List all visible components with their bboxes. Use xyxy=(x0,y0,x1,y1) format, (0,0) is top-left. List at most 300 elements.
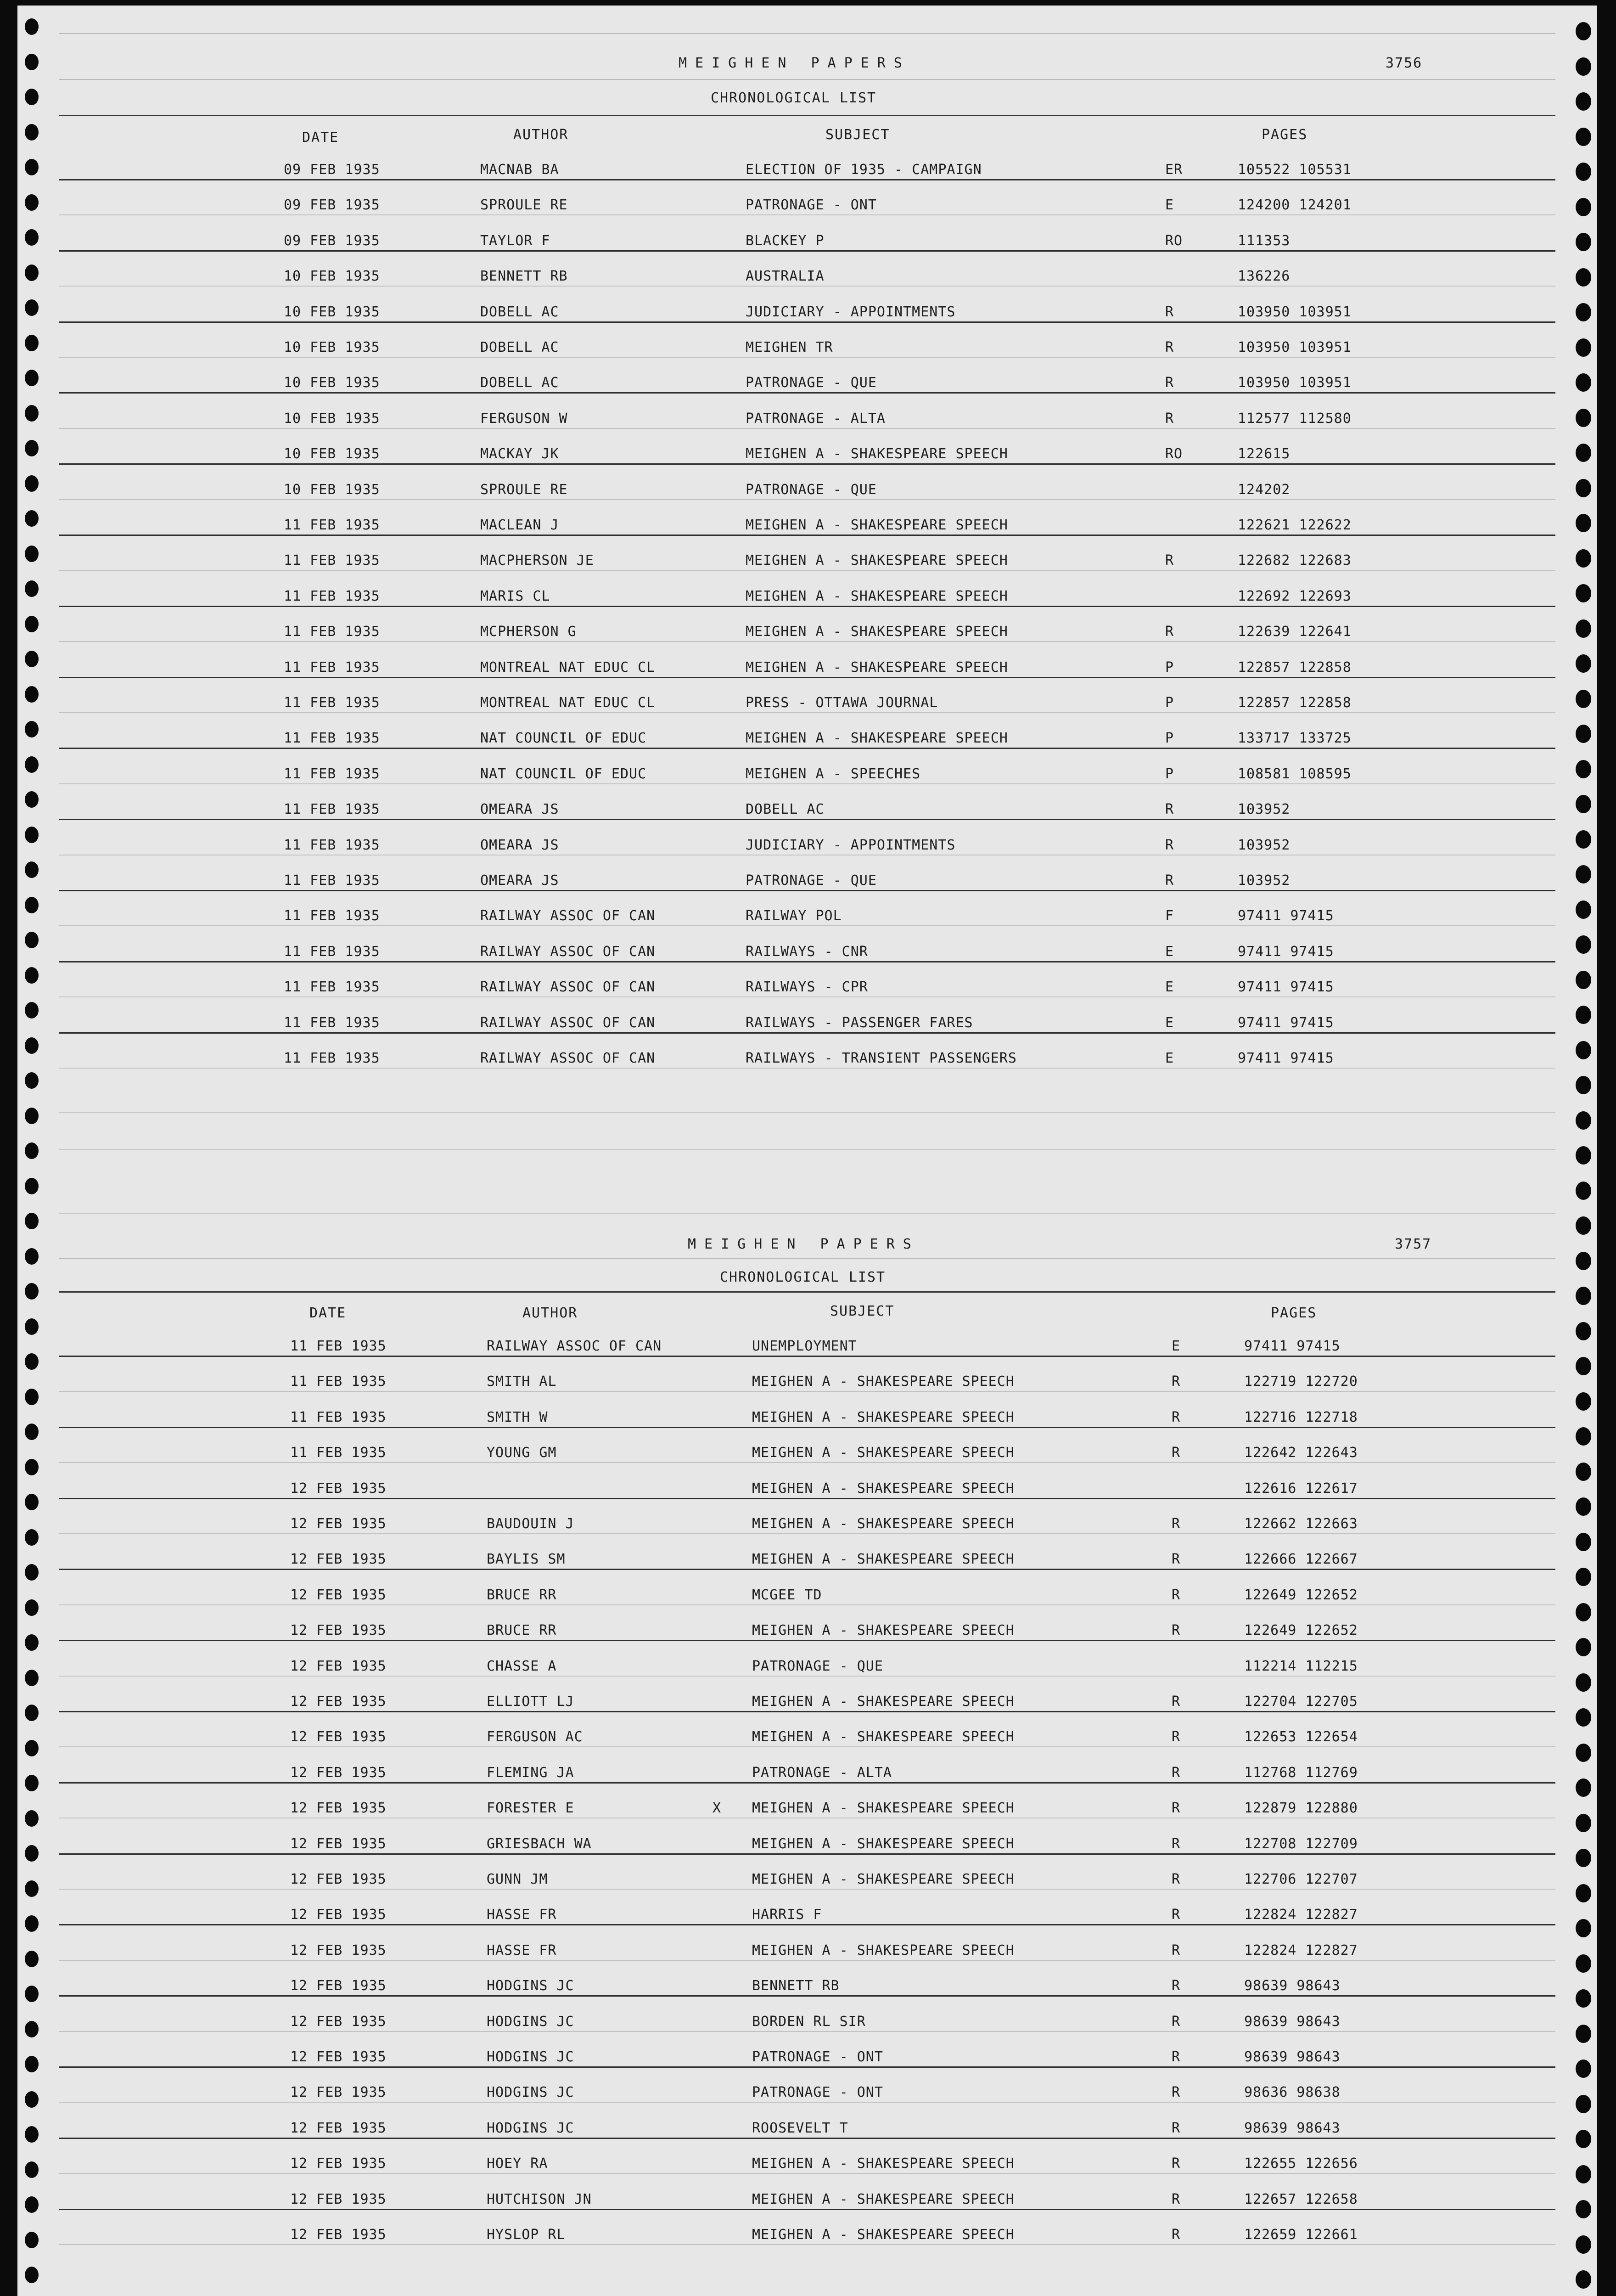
feed-hole xyxy=(25,1318,39,1335)
author-cell: RAILWAY ASSOC OF CAN xyxy=(480,943,656,960)
feed-hole xyxy=(25,1002,39,1019)
row-rule xyxy=(59,1462,1555,1463)
author-cell: MACKAY JK xyxy=(480,446,559,462)
author-cell: HASSE FR xyxy=(487,1907,557,1923)
feed-hole xyxy=(25,475,39,492)
code-cell: R xyxy=(1172,1764,1181,1781)
feed-hole xyxy=(1576,92,1591,111)
feed-hole xyxy=(25,1178,39,1194)
pages-cell: 97411 97415 xyxy=(1238,943,1334,960)
subject-cell: MEIGHEN A - SHAKESPEARE SPEECH xyxy=(752,1694,1015,1710)
table-row xyxy=(59,969,1574,1004)
pages-cell: 103950 103951 xyxy=(1238,339,1352,355)
author-cell: HASSE FR xyxy=(487,1942,557,1958)
column-header-subject: SUBJECT xyxy=(825,127,890,143)
date-cell: 09 FEB 1935 xyxy=(284,232,380,249)
table-row xyxy=(59,1719,1574,1754)
date-cell: 11 FEB 1935 xyxy=(284,588,380,604)
author-cell: MONTREAL NAT EDUC CL xyxy=(480,659,656,675)
date-cell: 11 FEB 1935 xyxy=(284,1014,380,1031)
feed-hole xyxy=(25,1459,39,1475)
feed-hole xyxy=(1576,338,1591,357)
feed-hole xyxy=(25,18,39,35)
author-cell: BRUCE RR xyxy=(487,1622,557,1639)
feed-hole xyxy=(25,967,39,984)
author-cell: HODGINS JC xyxy=(487,2049,574,2065)
date-cell: 12 FEB 1935 xyxy=(290,1587,387,1603)
feed-hole xyxy=(25,861,39,878)
author-cell: HODGINS JC xyxy=(487,1978,574,1994)
date-cell: 12 FEB 1935 xyxy=(290,1551,387,1568)
feed-hole xyxy=(25,1213,39,1229)
subject-cell: MEIGHEN A - SHAKESPEARE SPEECH xyxy=(752,2191,1015,2207)
feed-hole xyxy=(25,1880,39,1897)
blank-rule xyxy=(59,1149,1555,1150)
feed-hole xyxy=(25,1248,39,1265)
feed-hole xyxy=(1576,900,1591,919)
author-cell: RAILWAY ASSOC OF CAN xyxy=(480,908,656,924)
author-cell: MACLEAN J xyxy=(480,517,559,533)
feed-hole xyxy=(25,370,39,386)
code-cell: R xyxy=(1165,552,1174,569)
row-rule xyxy=(59,535,1555,536)
pages-cell: 97411 97415 xyxy=(1238,979,1334,996)
table-row xyxy=(59,1612,1574,1648)
subject-cell: PATRONAGE - ALTA xyxy=(752,1764,892,1781)
subject-cell: JUDICIARY - APPOINTMENTS xyxy=(746,837,956,853)
row-rule xyxy=(59,179,1555,180)
date-cell: 11 FEB 1935 xyxy=(284,695,380,711)
code-cell: R xyxy=(1172,1835,1181,1852)
table-row xyxy=(59,1896,1574,1932)
author-cell: CHASSE A xyxy=(487,1658,557,1674)
feed-hole xyxy=(25,1670,39,1686)
row-rule xyxy=(59,748,1555,749)
date-cell: 12 FEB 1935 xyxy=(290,1764,387,1781)
code-cell: R xyxy=(1172,1516,1181,1532)
feed-hole xyxy=(1576,971,1591,989)
date-cell: 12 FEB 1935 xyxy=(290,1835,387,1852)
date-cell: 12 FEB 1935 xyxy=(290,2227,387,2243)
pages-cell: 122642 122643 xyxy=(1244,1445,1358,1461)
pages-cell: 103952 xyxy=(1238,837,1291,853)
margin-mark: X xyxy=(713,1800,722,1817)
author-cell: BAUDOUIN J xyxy=(487,1516,574,1532)
feed-hole xyxy=(25,721,39,737)
subject-cell: RAILWAYS - CNR xyxy=(746,943,868,960)
pages-cell: 122708 122709 xyxy=(1244,1835,1358,1852)
feed-hole xyxy=(25,686,39,703)
table-row xyxy=(59,223,1574,258)
date-cell: 11 FEB 1935 xyxy=(290,1445,387,1461)
date-cell: 11 FEB 1935 xyxy=(284,908,380,924)
feed-hole xyxy=(25,89,39,105)
feed-hole xyxy=(1576,1006,1591,1024)
pages-cell: 122621 122622 xyxy=(1238,517,1352,533)
code-cell: E xyxy=(1165,979,1174,996)
row-rule xyxy=(59,1676,1555,1677)
row-rule xyxy=(59,1604,1555,1605)
table-row xyxy=(59,1648,1574,1683)
pages-cell: 108581 108595 xyxy=(1238,765,1352,782)
feed-hole xyxy=(1576,1778,1591,1797)
date-cell: 10 FEB 1935 xyxy=(284,375,380,391)
date-cell: 12 FEB 1935 xyxy=(290,1694,387,1710)
table-row xyxy=(59,2181,1574,2217)
pages-cell: 97411 97415 xyxy=(1244,1338,1341,1354)
author-cell: BENNETT RB xyxy=(480,268,568,285)
feed-hole xyxy=(1576,2095,1591,2113)
row-rule xyxy=(59,286,1555,287)
code-cell: R xyxy=(1165,872,1174,889)
date-cell: 12 FEB 1935 xyxy=(290,1622,387,1639)
pages-cell: 122857 122858 xyxy=(1238,695,1352,711)
feed-hole xyxy=(1576,1463,1591,1481)
feed-hole xyxy=(25,1283,39,1300)
row-rule xyxy=(59,1068,1555,1069)
code-cell: R xyxy=(1165,339,1174,355)
feed-hole xyxy=(1576,1252,1591,1270)
row-rule xyxy=(59,463,1555,465)
subject-cell: MEIGHEN A - SHAKESPEARE SPEECH xyxy=(752,1800,1015,1817)
feed-hole xyxy=(1576,1673,1591,1692)
author-cell: HODGINS JC xyxy=(487,2013,574,2030)
author-cell: NAT COUNCIL OF EDUC xyxy=(480,765,647,782)
code-cell: R xyxy=(1165,375,1174,391)
author-cell: HOEY RA xyxy=(487,2155,548,2172)
feed-hole xyxy=(25,335,39,351)
pages-cell: 111353 xyxy=(1238,232,1291,249)
feed-hole xyxy=(25,2232,39,2248)
feed-hole xyxy=(1576,935,1591,954)
subject-cell: MEIGHEN A - SHAKESPEARE SPEECH xyxy=(752,1445,1015,1461)
row-rule xyxy=(59,2066,1555,2068)
subject-cell: ROOSEVELT T xyxy=(752,2120,848,2136)
table-row xyxy=(59,720,1574,755)
author-cell: DOBELL AC xyxy=(480,375,559,391)
feed-hole xyxy=(25,827,39,843)
feed-hole xyxy=(25,616,39,632)
feed-hole xyxy=(1576,479,1591,497)
subject-cell: MEIGHEN A - SHAKESPEARE SPEECH xyxy=(752,1409,1015,1425)
feed-hole xyxy=(1576,514,1591,532)
date-cell: 11 FEB 1935 xyxy=(284,801,380,818)
feed-hole xyxy=(1576,2200,1591,2218)
author-cell: GRIESBACH WA xyxy=(487,1835,592,1852)
code-cell: E xyxy=(1165,943,1174,960)
subject-cell: MEIGHEN A - SHAKESPEARE SPEECH xyxy=(752,1729,1015,1745)
date-cell: 12 FEB 1935 xyxy=(290,2155,387,2172)
column-header-author: AUTHOR xyxy=(522,1305,578,1321)
row-rule xyxy=(59,1995,1555,1997)
code-cell: R xyxy=(1172,2120,1181,2136)
feed-hole xyxy=(25,299,39,316)
date-cell: 12 FEB 1935 xyxy=(290,1800,387,1817)
date-cell: 11 FEB 1935 xyxy=(284,624,380,640)
code-cell: R xyxy=(1172,1373,1181,1390)
table-row xyxy=(59,365,1574,400)
row-rule xyxy=(59,1356,1555,1357)
feed-hole xyxy=(25,1564,39,1581)
table-row xyxy=(59,187,1574,222)
page-title: MEIGHEN PAPERS xyxy=(679,55,910,71)
pages-cell: 105522 105531 xyxy=(1238,162,1352,178)
row-rule xyxy=(59,570,1555,571)
pages-cell: 112214 112215 xyxy=(1244,1658,1358,1674)
date-cell: 11 FEB 1935 xyxy=(284,943,380,960)
feed-hole xyxy=(1576,865,1591,884)
table-row xyxy=(59,1755,1574,1790)
list-subtitle: CHRONOLOGICAL LIST xyxy=(711,90,877,106)
pages-cell: 133717 133725 xyxy=(1238,730,1352,747)
pages-cell: 122662 122663 xyxy=(1244,1516,1358,1532)
code-cell: E xyxy=(1172,1338,1181,1354)
code-cell: R xyxy=(1172,1800,1181,1817)
date-cell: 11 FEB 1935 xyxy=(284,659,380,675)
row-rule xyxy=(59,890,1555,891)
feed-hole xyxy=(25,932,39,948)
author-cell: BAYLIS SM xyxy=(487,1551,566,1568)
date-cell: 12 FEB 1935 xyxy=(290,1516,387,1532)
table-row xyxy=(59,898,1574,933)
row-rule xyxy=(59,2209,1555,2210)
row-rule xyxy=(59,712,1555,713)
subject-cell: PATRONAGE - QUE xyxy=(746,872,877,889)
feed-hole xyxy=(1576,2130,1591,2148)
row-rule xyxy=(59,428,1555,429)
feed-hole xyxy=(1576,409,1591,427)
feed-hole xyxy=(1576,1744,1591,1762)
date-cell: 11 FEB 1935 xyxy=(290,1409,387,1425)
feed-hole xyxy=(1576,1884,1591,1902)
subject-cell: PRESS - OTTAWA JOURNAL xyxy=(746,695,938,711)
table-row xyxy=(59,1005,1574,1040)
author-cell: SPROULE RE xyxy=(480,481,568,498)
feed-hole xyxy=(25,1810,39,1827)
pages-cell: 122649 122652 xyxy=(1244,1622,1358,1639)
feed-hole xyxy=(1576,2060,1591,2078)
feed-hole xyxy=(25,2126,39,2143)
subject-cell: MEIGHEN A - SHAKESPEARE SPEECH xyxy=(752,2227,1015,2243)
code-cell: F xyxy=(1165,908,1174,924)
author-cell: ELLIOTT LJ xyxy=(487,1694,574,1710)
feed-hole xyxy=(25,124,39,141)
subject-cell: MEIGHEN TR xyxy=(746,339,833,355)
row-rule xyxy=(59,783,1555,784)
author-cell: OMEARA JS xyxy=(480,872,559,889)
table-row xyxy=(59,1577,1574,1612)
row-rule xyxy=(59,1924,1555,1925)
feed-hole xyxy=(1576,1568,1591,1586)
subject-cell: MEIGHEN A - SHAKESPEARE SPEECH xyxy=(746,552,1008,569)
pages-cell: 122716 122718 xyxy=(1244,1409,1358,1425)
table-row xyxy=(59,578,1574,613)
author-cell: OMEARA JS xyxy=(480,801,559,818)
date-cell: 12 FEB 1935 xyxy=(290,2120,387,2136)
date-cell: 11 FEB 1935 xyxy=(284,837,380,853)
code-cell: R xyxy=(1172,1551,1181,1568)
pages-cell: 122639 122641 xyxy=(1238,624,1352,640)
subject-cell: MEIGHEN A - SHAKESPEARE SPEECH xyxy=(752,2155,1015,2172)
subject-cell: AUSTRALIA xyxy=(746,268,825,285)
title-rule xyxy=(59,79,1555,80)
feed-hole xyxy=(1576,1638,1591,1656)
code-cell: R xyxy=(1172,1445,1181,1461)
code-cell: P xyxy=(1165,659,1174,675)
row-rule xyxy=(59,1427,1555,1428)
row-rule xyxy=(59,1391,1555,1392)
pages-cell: 122655 122656 xyxy=(1244,2155,1358,2172)
feed-hole xyxy=(1576,619,1591,638)
subject-cell: UNEMPLOYMENT xyxy=(752,1338,857,1354)
feed-hole xyxy=(25,1986,39,2002)
table-row xyxy=(59,1932,1574,1968)
author-cell: DOBELL AC xyxy=(480,339,559,355)
author-cell: SPROULE RE xyxy=(480,197,568,214)
code-cell: R xyxy=(1172,1907,1181,1923)
date-cell: 11 FEB 1935 xyxy=(284,730,380,747)
row-rule xyxy=(59,250,1555,252)
pages-cell: 103952 xyxy=(1238,801,1291,818)
feed-hole xyxy=(1576,584,1591,602)
subject-cell: PATRONAGE - ONT xyxy=(752,2084,883,2101)
author-cell: SMITH W xyxy=(487,1409,548,1425)
date-cell: 12 FEB 1935 xyxy=(290,1729,387,1745)
subject-cell: RAILWAYS - PASSENGER FARES xyxy=(746,1014,973,1031)
pages-cell: 122706 122707 xyxy=(1244,1871,1358,1887)
pages-cell: 103950 103951 xyxy=(1238,375,1352,391)
author-cell: BRUCE RR xyxy=(487,1587,557,1603)
date-cell: 09 FEB 1935 xyxy=(284,197,380,214)
table-row xyxy=(59,1826,1574,1861)
subject-cell: MEIGHEN A - SHAKESPEARE SPEECH xyxy=(746,446,1008,462)
feed-hole xyxy=(25,1389,39,1405)
pages-cell: 122692 122693 xyxy=(1238,588,1352,604)
table-row xyxy=(59,1683,1574,1719)
subject-cell: RAILWAY POL xyxy=(746,908,842,924)
feed-hole xyxy=(25,2196,39,2213)
author-cell: HUTCHISON JN xyxy=(487,2191,592,2207)
feed-hole xyxy=(1576,1497,1591,1516)
pages-cell: 112768 112769 xyxy=(1244,1764,1358,1781)
author-cell: MACNAB BA xyxy=(480,162,559,178)
pages-cell: 97411 97415 xyxy=(1238,1050,1334,1066)
page-number: 3756 xyxy=(1386,55,1423,71)
feed-hole xyxy=(25,405,39,422)
feed-hole xyxy=(25,229,39,246)
row-rule xyxy=(59,214,1555,215)
feed-hole xyxy=(1576,233,1591,251)
table-row xyxy=(59,400,1574,436)
date-cell: 12 FEB 1935 xyxy=(290,2013,387,2030)
feed-hole xyxy=(1576,1111,1591,1130)
subject-cell: RAILWAYS - TRANSIENT PASSENGERS xyxy=(746,1050,1017,1066)
blank-rule xyxy=(59,1112,1555,1113)
feed-hole xyxy=(1576,1182,1591,1200)
author-cell: OMEARA JS xyxy=(480,837,559,853)
feed-hole xyxy=(25,1599,39,1616)
subject-cell: MEIGHEN A - SHAKESPEARE SPEECH xyxy=(746,624,1008,640)
subject-cell: MEIGHEN A - SHAKESPEARE SPEECH xyxy=(746,659,1008,675)
code-cell: E xyxy=(1165,197,1174,214)
author-cell: HYSLOP RL xyxy=(487,2227,566,2243)
table-row xyxy=(59,862,1574,898)
table-row xyxy=(59,2110,1574,2145)
table-row xyxy=(59,1363,1574,1399)
feed-hole xyxy=(25,1142,39,1159)
column-header-subject: SUBJECT xyxy=(830,1303,895,1319)
table-row xyxy=(59,2039,1574,2074)
feed-hole xyxy=(25,1494,39,1510)
row-rule xyxy=(59,819,1555,820)
pages-cell: 122719 122720 xyxy=(1244,1373,1358,1390)
author-cell: HODGINS JC xyxy=(487,2084,574,2101)
pages-cell: 98639 98643 xyxy=(1244,2049,1341,2065)
feed-hole xyxy=(1576,1041,1591,1059)
table-row xyxy=(59,258,1574,293)
feed-hole xyxy=(25,159,39,175)
feed-hole xyxy=(1576,303,1591,321)
feed-hole xyxy=(25,791,39,808)
feed-hole xyxy=(1576,57,1591,76)
row-rule xyxy=(59,925,1555,926)
table-row xyxy=(59,1470,1574,1506)
pages-cell: 122649 122652 xyxy=(1244,1587,1358,1603)
feed-hole xyxy=(1576,22,1591,40)
subject-cell: MEIGHEN A - SHAKESPEARE SPEECH xyxy=(752,1373,1015,1390)
row-rule xyxy=(59,641,1555,642)
subject-cell: BENNETT RB xyxy=(752,1978,840,1994)
page-number: 3757 xyxy=(1395,1236,1432,1252)
printout-sheet xyxy=(17,6,1597,2296)
subject-cell: MEIGHEN A - SHAKESPEARE SPEECH xyxy=(752,1622,1015,1639)
subject-cell: ELECTION OF 1935 - CAMPAIGN xyxy=(746,162,982,178)
feed-hole xyxy=(25,1845,39,1862)
date-cell: 10 FEB 1935 xyxy=(284,446,380,462)
code-cell: R xyxy=(1165,410,1174,427)
subject-cell: BORDEN RL SIR xyxy=(752,2013,866,2030)
code-cell: R xyxy=(1165,837,1174,853)
author-cell: RAILWAY ASSOC OF CAN xyxy=(487,1338,662,1354)
author-cell: GUNN JM xyxy=(487,1871,548,1887)
author-cell: MONTREAL NAT EDUC CL xyxy=(480,695,656,711)
column-header-date: DATE xyxy=(309,1305,347,1321)
feed-hole xyxy=(25,1424,39,1440)
subject-cell: MEIGHEN A - SHAKESPEARE SPEECH xyxy=(746,730,1008,747)
table-row xyxy=(59,294,1574,329)
code-cell: P xyxy=(1165,730,1174,747)
table-row xyxy=(59,827,1574,862)
feed-hole xyxy=(1576,2025,1591,2043)
row-rule xyxy=(59,2173,1555,2174)
table-row xyxy=(59,2003,1574,2039)
feed-hole xyxy=(1576,1849,1591,1867)
row-rule xyxy=(59,606,1555,607)
table-row xyxy=(59,756,1574,791)
feed-hole xyxy=(1576,654,1591,673)
feed-hole xyxy=(1576,2270,1591,2289)
table-row xyxy=(59,152,1574,187)
date-cell: 12 FEB 1935 xyxy=(290,1942,387,1958)
pages-cell: 122666 122667 xyxy=(1244,1551,1358,1568)
table-row xyxy=(59,685,1574,720)
row-rule xyxy=(59,1889,1555,1890)
feed-hole xyxy=(1576,1287,1591,1305)
table-row xyxy=(59,613,1574,649)
feed-hole xyxy=(1576,1954,1591,1973)
pages-cell: 122615 xyxy=(1238,446,1291,462)
subject-cell: HARRIS F xyxy=(752,1907,822,1923)
